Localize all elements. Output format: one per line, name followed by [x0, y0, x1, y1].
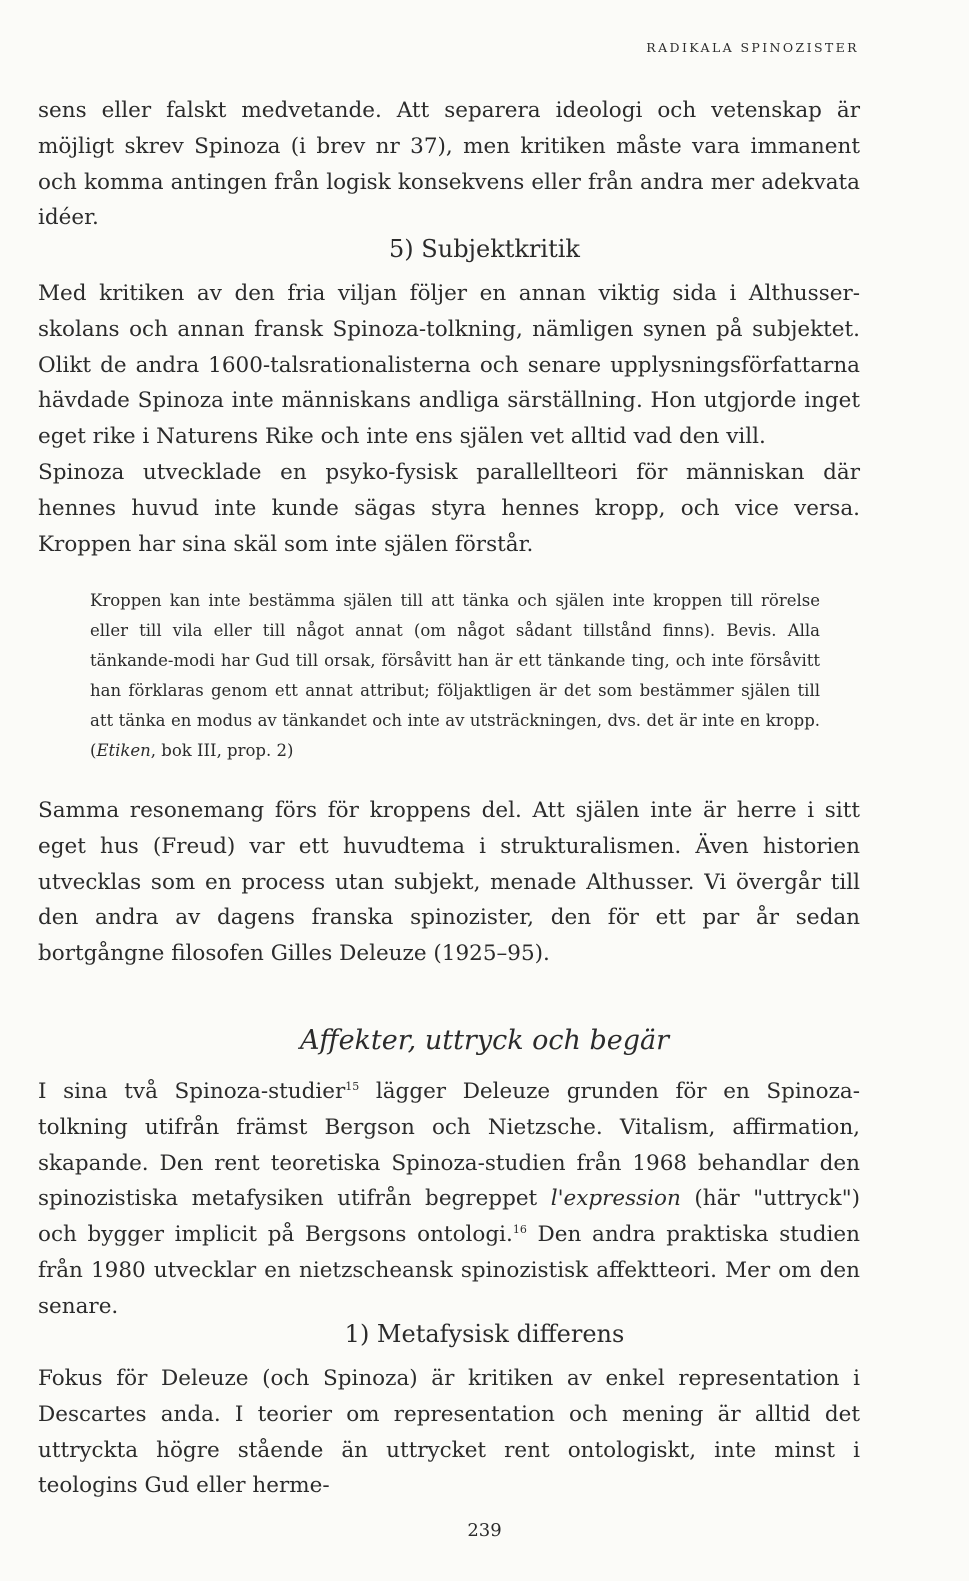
- p5-text-a: I sina två Spinoza-studier: [38, 1079, 346, 1104]
- paragraph-4: Samma resonemang förs för kroppens del. Att själen inte är herre i sitt eget hus (Freud) var ett huvudtema i strukturalismen. Även historien utvecklas som en process utan subjekt, menade Althusser. Vi övergår till den andra av dagens franska spinozister, den för ett par år sedan bortgångne filosofen Gilles Deleuze (1925–95).: [38, 798, 860, 967]
- p5-text-c: (här "uttryck") och bygger implicit på Bergsons ontologi.: [38, 1186, 860, 1248]
- section-heading-affekter: Affekter, uttryck och begär: [299, 1025, 670, 1056]
- paragraph-5: [38, 1074, 860, 1325]
- section-heading-subjektkritik: 5) Subjektkritik: [389, 235, 580, 263]
- paragraph-6: Fokus för Deleuze (och Spinoza) är kritiken av enkel representation i Descartes anda. I teorier om representation och mening är alltid det uttryckta högre stående än uttrycket rent ontologiskt, inte minst i teologins Gud eller herme-: [38, 1366, 860, 1499]
- block-quote: [90, 586, 820, 766]
- quote-cite-title: Etiken: [96, 741, 151, 760]
- page-number: 239: [467, 1520, 502, 1541]
- footnote-ref-15[interactable]: 15: [345, 1079, 360, 1093]
- quote-text: Kroppen kan inte bestämma själen till att tänka och själen inte kroppen till rörelse eller till vila eller till något annat (om något sådant tillstånd finns). Bevis. Alla tänkande-modi har Gud till orsak, försåvitt han är ett tänkande ting, och inte försåvitt han förklaras genom ett annat attribut; följaktligen är det som bestämmer själen till att tänka en modus av tänkandet och inte av utsträckningen, dvs. det är inte en kropp.: [90, 591, 820, 730]
- paragraph-2: Med kritiken av den fria viljan följer en annan viktig sida i Althusser-skolans och annan fransk Spinoza-tolkning, nämligen synen på subjektet. Olikt de andra 1600-talsrationalisterna och senare upplysningsförfattarna hävdade Spinoza inte människans andliga särställning. Hon utgjorde inget eget rike i Naturens Rike och inte ens själen vet alltid vad den vill.: [38, 281, 860, 450]
- running-header: RADIKALA SPINOZISTER: [646, 40, 859, 55]
- p5-text-b: lägger Deleuze grunden för en Spinoza-tolkning utifrån främst Bergson och Nietzsche. Vitalism, affirmation, skapande. Den rent teoretiska Spinoza-studien från 1968 behandlar den spinozistiska metafysiken utifrån begreppet: [38, 1079, 860, 1212]
- quote-cite-rest: , bok III, prop. 2): [150, 741, 294, 760]
- p5-text-d: Den andra praktiska studien från 1980 utvecklar en nietzscheansk spinozistisk affektteori. Mer om den senare.: [38, 1222, 861, 1319]
- section-heading-metafysisk-differens: 1) Metafysisk differens: [344, 1320, 625, 1348]
- paragraph-1: sens eller falskt medvetande. Att separera ideologi och vetenskap är möjligt skrev Spinoza (i brev nr 37), men kritiken måste vara immanent och komma antingen från logisk konsekvens eller från andra mer adekvata idéer.: [38, 98, 860, 231]
- quote-cite-open: (: [90, 741, 97, 760]
- paragraph-3: Spinoza utvecklade en psyko-fysisk parallellteori för människan där hennes huvud inte kunde sägas styra hennes kropp, och vice versa. Kroppen har sina skäl som inte själen förstår.: [38, 460, 860, 557]
- footnote-ref-16[interactable]: 16: [512, 1223, 527, 1237]
- p5-term: l'expression: [550, 1186, 681, 1212]
